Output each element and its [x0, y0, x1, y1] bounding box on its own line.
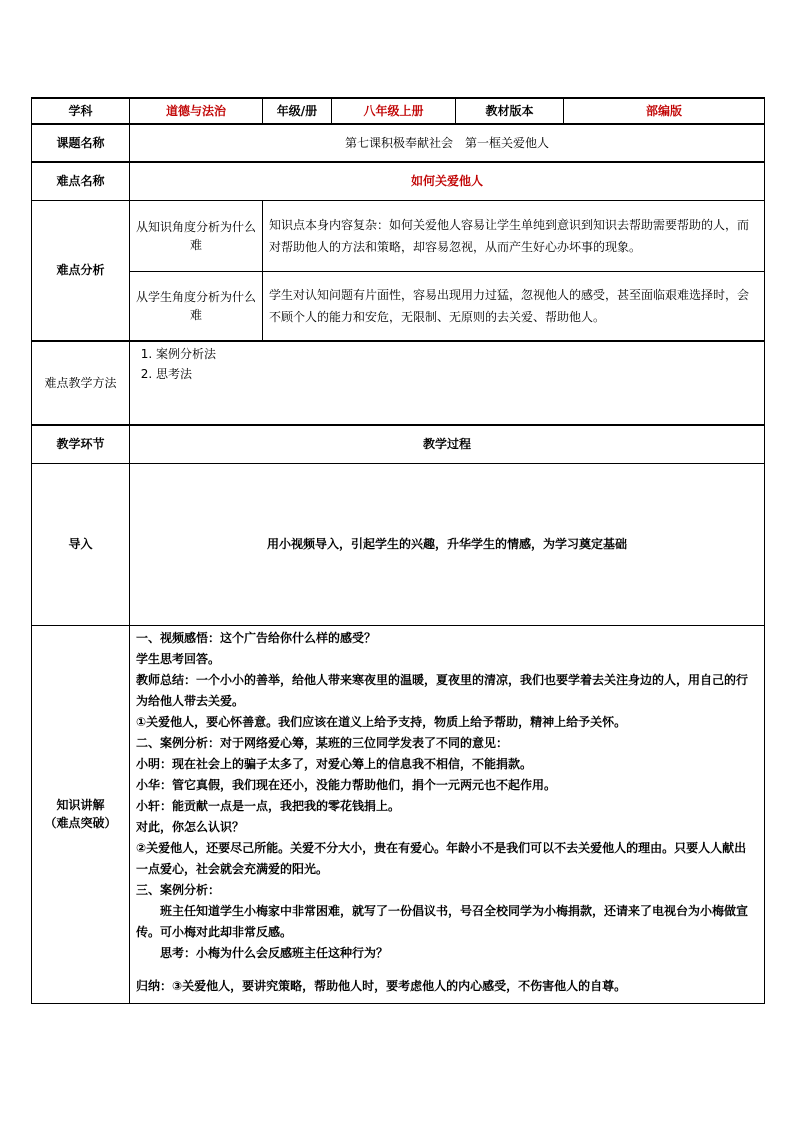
difficulty-name-value: 如何关爱他人	[130, 162, 765, 200]
lesson-title-value: 第七课积极奉献社会 第一框关爱他人	[130, 124, 765, 162]
intro-text: 用小视频导入，引起学生的兴趣，升华学生的情感，为学习奠定基础	[130, 463, 765, 625]
section-heading-case-one: 二、案例分析：对于网络爱心筹，某班的三位同学发表了不同的意见：	[136, 735, 509, 750]
section-heading-video: 一、视频感悟：这个广告给你什么样的感受？	[136, 630, 377, 645]
difficulty-name-row	[32, 162, 765, 200]
difficulty-analysis-label: 难点分析	[32, 200, 130, 341]
point-two: ②关爱他人，还要尽己所能。关爱不分大小，贵在有爱心。年龄小不是我们可以不去关爱他人的理由。只要人人献出一点爱心，社会就会充满爱的阳光。	[136, 840, 747, 876]
lesson-title-label: 课题名称	[32, 124, 130, 162]
subject-label: 学科	[32, 98, 130, 124]
section-heading-case-two: 三、案例分析：	[136, 882, 221, 897]
xiaoxuan-opinion: 小轩：能贡献一点是一点，我把我的零花钱捐上。	[136, 798, 401, 813]
knowledge-section-label	[32, 625, 130, 1003]
question-line: 对此，你怎么认识？	[136, 819, 245, 834]
grade-label: 年级/册	[263, 98, 332, 124]
student-angle-label: 从学生角度分析为什么难	[130, 271, 263, 341]
process-label: 教学过程	[130, 425, 765, 463]
process-header-row	[32, 425, 765, 463]
subject-value: 道德与法治	[130, 98, 263, 124]
intro-row	[32, 463, 765, 625]
lesson-plan-table	[31, 97, 765, 1004]
methods-row	[32, 341, 765, 425]
methods-list	[130, 344, 764, 384]
knowledge-angle-text: 知识点本身内容复杂：如何关爱他人容易让学生单纯到意识到知识去帮助需要帮助的人，而对帮助他人的方法和策略，却容易忽视，从而产生好心办坏事的现象。	[263, 200, 765, 271]
edition-label: 教材版本	[456, 98, 564, 124]
header-row	[32, 98, 765, 124]
methods-label: 难点教学方法	[32, 341, 130, 425]
xiaohua-opinion: 小华：管它真假，我们现在还小，没能力帮助他们，捐个一元两元也不起作用。	[136, 777, 557, 792]
xiaoming-opinion: 小明：现在社会上的骗子太多了，对爱心筹上的信息我不相信，不能捐款。	[136, 756, 533, 771]
teacher-summary: 教师总结：一个小小的善举，给他人带来寒夜里的温暖，夏夜里的清凉，我们也要学着去关注身边的人，用自己的行为给他人带去关爱。	[136, 672, 749, 708]
difficulty-name-label: 难点名称	[32, 162, 130, 200]
intro-label: 导入	[32, 463, 130, 625]
difficulty-analysis-row-student	[32, 271, 765, 341]
knowledge-content	[130, 625, 765, 1003]
case-two-story: 班主任知道学生小梅家中非常困难，就写了一份倡议书，号召全校同学为小梅捐款，还请来了电视台为小梅做宣传。可小梅对此却非常反感。	[136, 903, 749, 939]
difficulty-analysis-row-knowledge	[32, 200, 765, 271]
case-two-question: 思考：小梅为什么会反感班主任这种行为？	[160, 945, 389, 960]
stage-label: 教学环节	[32, 425, 130, 463]
knowledge-label-line2: （难点突破）	[44, 816, 117, 830]
method-item: 1. 案例分析法	[156, 344, 764, 364]
knowledge-angle-label: 从知识角度分析为什么难	[130, 200, 263, 271]
content-line: 学生思考回答。	[136, 651, 221, 666]
point-three: 归纳：③关爱他人，要讲究策略，帮助他人时，要考虑他人的内心感受，不伤害他人的自尊。	[136, 978, 627, 993]
lesson-title-row	[32, 124, 765, 162]
knowledge-label-line1: 知识讲解	[56, 798, 105, 812]
knowledge-row	[32, 625, 765, 1003]
student-angle-text: 学生对认知问题有片面性，容易出现用力过猛，忽视他人的感受，甚至面临艰难选择时，会不顾个人的能力和安危，无限制、无原则的去关爱、帮助他人。	[263, 271, 765, 341]
methods-list-cell	[130, 341, 765, 425]
grade-value: 八年级上册	[332, 98, 456, 124]
method-item: 2. 思考法	[156, 364, 764, 384]
point-one: ①关爱他人，要心怀善意。我们应该在道义上给予支持，物质上给予帮助，精神上给予关怀。	[136, 714, 627, 729]
edition-value: 部编版	[564, 98, 765, 124]
